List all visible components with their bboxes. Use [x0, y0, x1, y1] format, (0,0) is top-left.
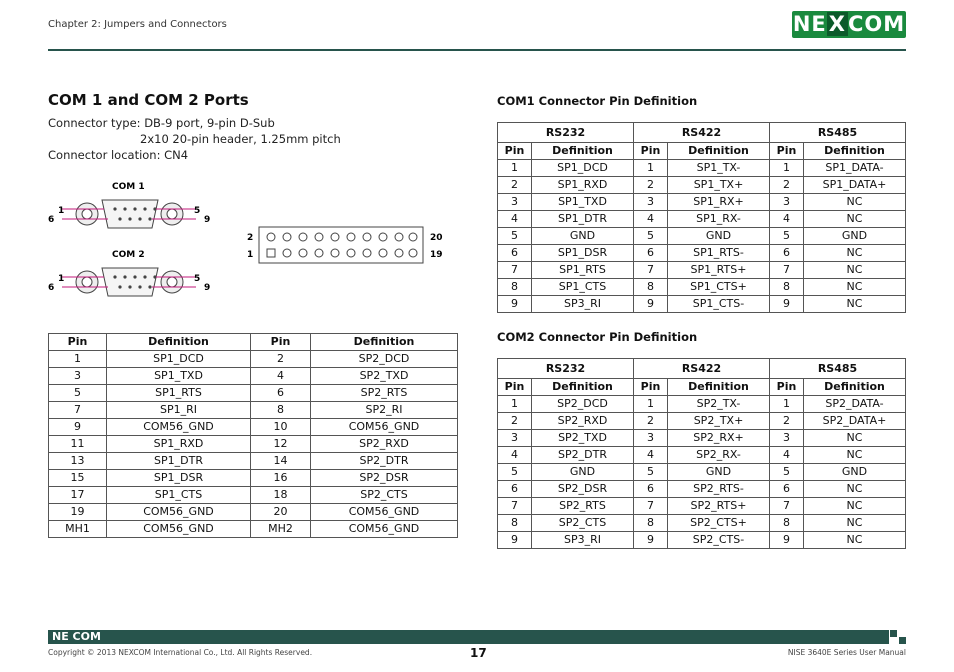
table-cell: 4 — [634, 447, 668, 464]
connector-diagram — [44, 176, 454, 300]
table-row — [49, 385, 458, 402]
footer-square-icon — [890, 630, 897, 637]
table-cell: 7 — [49, 402, 107, 419]
table-cell: 2 — [634, 177, 668, 194]
table-cell: 6 — [498, 481, 532, 498]
table-cell: GND — [668, 228, 770, 245]
table-cell: SP1_DCD — [532, 160, 634, 177]
column-header: Definition — [532, 379, 634, 396]
table-cell: NC — [804, 279, 906, 296]
table-cell: SP1_DTR — [107, 453, 251, 470]
table-cell: SP1_RTS — [107, 385, 251, 402]
com2-table-heading: COM2 Connector Pin Definition — [497, 330, 698, 344]
table-cell: 2 — [770, 177, 804, 194]
table-cell: SP1_DTR — [532, 211, 634, 228]
table-cell: 18 — [251, 487, 311, 504]
table-cell: 3 — [770, 430, 804, 447]
group-header-row — [498, 123, 906, 143]
table-cell: SP2_DSR — [532, 481, 634, 498]
table-cell: 9 — [634, 296, 668, 313]
table-cell: SP2_RTS — [532, 498, 634, 515]
table-row — [498, 279, 906, 296]
table-cell: SP1_RTS+ — [668, 262, 770, 279]
table-row — [49, 351, 458, 368]
table-row — [498, 228, 906, 245]
table-cell: 4 — [770, 211, 804, 228]
table-cell: 4 — [770, 447, 804, 464]
table-cell: 7 — [770, 498, 804, 515]
table-cell: MH1 — [49, 521, 107, 538]
table-cell: 13 — [49, 453, 107, 470]
table-cell: GND — [804, 228, 906, 245]
table-row — [498, 160, 906, 177]
table-cell: 6 — [634, 245, 668, 262]
table-cell: SP3_RI — [532, 296, 634, 313]
table-row — [49, 402, 458, 419]
table-cell: 19 — [49, 504, 107, 521]
com1-pin-table — [497, 122, 906, 313]
table-cell: 15 — [49, 470, 107, 487]
table-cell: 1 — [770, 160, 804, 177]
table-cell: SP2_TXD — [311, 368, 458, 385]
table-cell: 7 — [770, 262, 804, 279]
com2-pin6-label: 6 — [48, 283, 55, 293]
table-cell: 4 — [251, 368, 311, 385]
column-header: Pin — [634, 143, 668, 160]
table-cell: 6 — [770, 481, 804, 498]
table-cell: 9 — [498, 532, 532, 549]
table-header-row — [498, 143, 906, 160]
table-cell: 6 — [634, 481, 668, 498]
com1-diagram-label: COM 1 — [112, 182, 145, 192]
table-cell: 1 — [498, 160, 532, 177]
com2-pin5-label: 5 — [194, 274, 201, 284]
table-cell: 4 — [634, 211, 668, 228]
table-row — [49, 436, 458, 453]
column-header: Definition — [668, 379, 770, 396]
table-cell: SP1_RI — [107, 402, 251, 419]
table-row — [49, 453, 458, 470]
copyright-text: Copyright © 2013 NEXCOM International Co., Ltd. All Rights Reserved. — [48, 648, 313, 657]
table-cell: 16 — [251, 470, 311, 487]
table-cell: 9 — [634, 532, 668, 549]
footer-bar — [48, 630, 889, 644]
table-cell: 8 — [770, 279, 804, 296]
table-row — [498, 515, 906, 532]
table-cell: COM56_GND — [107, 504, 251, 521]
table-cell: 3 — [49, 368, 107, 385]
table-cell: 7 — [498, 262, 532, 279]
table-cell: SP1_CTS+ — [668, 279, 770, 296]
table-cell: 9 — [770, 296, 804, 313]
table-cell: SP2_TXD — [532, 430, 634, 447]
com1-pin6-label: 6 — [48, 215, 55, 225]
table-cell: NC — [804, 430, 906, 447]
table-row — [498, 262, 906, 279]
table-cell: SP2_RTS- — [668, 481, 770, 498]
table-cell: 9 — [49, 419, 107, 436]
com2-pin-table — [497, 358, 906, 549]
table-cell: SP2_DTR — [532, 447, 634, 464]
table-cell: 5 — [770, 228, 804, 245]
table-cell: 5 — [49, 385, 107, 402]
column-header: Definition — [311, 334, 458, 351]
table-cell: COM56_GND — [107, 521, 251, 538]
table-cell: SP2_CTS — [311, 487, 458, 504]
table-cell: NC — [804, 498, 906, 515]
group-header: RS422 — [634, 123, 770, 143]
table-cell: 2 — [251, 351, 311, 368]
table-cell: NC — [804, 515, 906, 532]
com2-diagram-label: COM 2 — [112, 250, 145, 260]
table-row — [49, 504, 458, 521]
table-cell: COM56_GND — [311, 504, 458, 521]
table-cell: 5 — [498, 464, 532, 481]
table-row — [498, 447, 906, 464]
table-row — [498, 211, 906, 228]
table-cell: GND — [532, 228, 634, 245]
table-row — [498, 498, 906, 515]
table-cell: NC — [804, 262, 906, 279]
table-cell: 3 — [498, 194, 532, 211]
com2-connector-image — [62, 268, 196, 296]
table-cell: 2 — [498, 413, 532, 430]
table-cell: 3 — [498, 430, 532, 447]
table-cell: NC — [804, 211, 906, 228]
table-cell: GND — [532, 464, 634, 481]
table-cell: 3 — [770, 194, 804, 211]
table-row — [49, 368, 458, 385]
page-title: COM 1 and COM 2 Ports — [48, 91, 249, 109]
table-cell: 2 — [770, 413, 804, 430]
table-cell: SP1_DSR — [107, 470, 251, 487]
table-cell: 5 — [770, 464, 804, 481]
table-cell: 11 — [49, 436, 107, 453]
table-cell: 8 — [634, 515, 668, 532]
table-cell: 1 — [634, 160, 668, 177]
page-number: 17 — [470, 646, 487, 660]
table-row — [49, 487, 458, 504]
table-cell: SP1_TX- — [668, 160, 770, 177]
table-cell: NC — [804, 296, 906, 313]
com1-pin1-label: 1 — [58, 206, 65, 216]
table-cell: SP2_RTS — [311, 385, 458, 402]
table-cell: 4 — [498, 211, 532, 228]
group-header: RS422 — [634, 359, 770, 379]
table-row — [498, 532, 906, 549]
group-header: RS485 — [770, 123, 906, 143]
table-cell: SP2_DATA+ — [804, 413, 906, 430]
table-cell: MH2 — [251, 521, 311, 538]
table-cell: SP2_CTS- — [668, 532, 770, 549]
table-cell: 9 — [770, 532, 804, 549]
com1-pin9-label: 9 — [204, 215, 211, 225]
header-pin1-label: 1 — [247, 250, 254, 260]
table-cell: 7 — [634, 498, 668, 515]
table-cell: 6 — [498, 245, 532, 262]
com1-pin5-label: 5 — [194, 206, 201, 216]
table-cell: 3 — [634, 194, 668, 211]
table-cell: 5 — [634, 228, 668, 245]
table-cell: SP1_TXD — [532, 194, 634, 211]
table-cell: 14 — [251, 453, 311, 470]
footer-logo: NE COM — [52, 630, 101, 643]
table-cell: SP1_RX+ — [668, 194, 770, 211]
table-cell: SP1_RTS — [532, 262, 634, 279]
com1-table-heading: COM1 Connector Pin Definition — [497, 94, 698, 108]
table-cell: SP2_RXD — [532, 413, 634, 430]
table-cell: 5 — [634, 464, 668, 481]
table-cell: SP2_RI — [311, 402, 458, 419]
table-cell: SP2_DTR — [311, 453, 458, 470]
table-cell: COM56_GND — [311, 419, 458, 436]
table-cell: SP2_RTS+ — [668, 498, 770, 515]
header-pin19-label: 19 — [430, 250, 443, 260]
table-header-row — [49, 334, 458, 351]
column-header: Definition — [804, 143, 906, 160]
table-row — [498, 296, 906, 313]
table-cell: SP1_TX+ — [668, 177, 770, 194]
nexcom-logo: NEXCOM — [792, 12, 906, 36]
table-row — [49, 521, 458, 538]
table-cell: GND — [668, 464, 770, 481]
connector-type: Connector type: DB-9 port, 9-pin D-Sub — [48, 116, 275, 130]
header-pin20-label: 20 — [430, 233, 443, 243]
table-cell: 8 — [634, 279, 668, 296]
table-cell: SP1_RXD — [532, 177, 634, 194]
table-cell: NC — [804, 245, 906, 262]
table-row — [498, 177, 906, 194]
column-header: Pin — [49, 334, 107, 351]
table-cell: SP2_RXD — [311, 436, 458, 453]
table-cell: SP2_DSR — [311, 470, 458, 487]
table-cell: SP2_CTS+ — [668, 515, 770, 532]
table-cell: SP1_DSR — [532, 245, 634, 262]
column-header: Pin — [498, 379, 532, 396]
table-cell: SP1_DATA- — [804, 160, 906, 177]
table-cell: COM56_GND — [107, 419, 251, 436]
table-cell: SP1_RX- — [668, 211, 770, 228]
pin-definition-table — [48, 333, 458, 538]
column-header: Definition — [668, 143, 770, 160]
table-cell: 1 — [498, 396, 532, 413]
table-cell: 20 — [251, 504, 311, 521]
table-cell: 8 — [251, 402, 311, 419]
table-cell: SP2_TX- — [668, 396, 770, 413]
table-cell: 5 — [498, 228, 532, 245]
table-cell: SP1_TXD — [107, 368, 251, 385]
table-row — [498, 413, 906, 430]
com1-connector-image — [62, 200, 196, 228]
table-cell: 17 — [49, 487, 107, 504]
logo-x-mark: X — [828, 12, 846, 36]
table-cell: 6 — [251, 385, 311, 402]
table-cell: NC — [804, 532, 906, 549]
column-header: Pin — [770, 143, 804, 160]
column-header: Pin — [498, 143, 532, 160]
table-cell: SP1_RTS- — [668, 245, 770, 262]
table-row — [498, 194, 906, 211]
table-cell: COM56_GND — [311, 521, 458, 538]
footer-square-icon — [899, 637, 906, 644]
column-header: Definition — [532, 143, 634, 160]
column-header: Pin — [251, 334, 311, 351]
table-cell: 6 — [770, 245, 804, 262]
table-cell: 9 — [498, 296, 532, 313]
table-cell: NC — [804, 194, 906, 211]
table-cell: SP2_CTS — [532, 515, 634, 532]
group-header: RS232 — [498, 359, 634, 379]
column-header: Pin — [770, 379, 804, 396]
table-cell: 8 — [770, 515, 804, 532]
table-cell: SP1_DATA+ — [804, 177, 906, 194]
group-header-row — [498, 359, 906, 379]
table-cell: SP2_RX+ — [668, 430, 770, 447]
table-cell: SP2_RX- — [668, 447, 770, 464]
table-cell: 4 — [498, 447, 532, 464]
table-cell: 1 — [770, 396, 804, 413]
table-cell: 8 — [498, 515, 532, 532]
table-cell: 2 — [498, 177, 532, 194]
connector-type-header: 2x10 20-pin header, 1.25mm pitch — [140, 132, 341, 146]
table-cell: 7 — [634, 262, 668, 279]
table-cell: SP3_RI — [532, 532, 634, 549]
table-cell: SP2_DATA- — [804, 396, 906, 413]
group-header: RS485 — [770, 359, 906, 379]
com2-pin1-label: 1 — [58, 274, 65, 284]
table-cell: NC — [804, 481, 906, 498]
column-header: Definition — [107, 334, 251, 351]
table-cell: GND — [804, 464, 906, 481]
table-row — [498, 396, 906, 413]
table-cell: 12 — [251, 436, 311, 453]
header-pin2-label: 2 — [247, 233, 254, 243]
table-cell: SP2_DCD — [311, 351, 458, 368]
table-cell: SP1_CTS — [107, 487, 251, 504]
header-divider — [48, 49, 906, 51]
connector-location: Connector location: CN4 — [48, 148, 189, 162]
table-cell: 3 — [634, 430, 668, 447]
chapter-title: Chapter 2: Jumpers and Connectors — [48, 19, 227, 30]
table-row — [498, 430, 906, 447]
table-cell: 2 — [634, 413, 668, 430]
table-cell: 7 — [498, 498, 532, 515]
table-row — [49, 470, 458, 487]
com2-pin9-label: 9 — [204, 283, 211, 293]
table-cell: SP1_CTS- — [668, 296, 770, 313]
table-cell: 1 — [49, 351, 107, 368]
pin-header-image — [259, 227, 423, 263]
table-header-row — [498, 379, 906, 396]
table-row — [498, 481, 906, 498]
table-cell: SP2_DCD — [532, 396, 634, 413]
manual-title: NISE 3640E Series User Manual — [787, 648, 906, 657]
table-row — [49, 419, 458, 436]
group-header: RS232 — [498, 123, 634, 143]
table-cell: NC — [804, 447, 906, 464]
table-cell: SP2_TX+ — [668, 413, 770, 430]
table-cell: 1 — [634, 396, 668, 413]
table-row — [498, 464, 906, 481]
table-cell: 8 — [498, 279, 532, 296]
table-cell: 10 — [251, 419, 311, 436]
table-row — [498, 245, 906, 262]
table-cell: SP1_CTS — [532, 279, 634, 296]
column-header: Pin — [634, 379, 668, 396]
column-header: Definition — [804, 379, 906, 396]
table-cell: SP1_DCD — [107, 351, 251, 368]
table-cell: SP1_RXD — [107, 436, 251, 453]
